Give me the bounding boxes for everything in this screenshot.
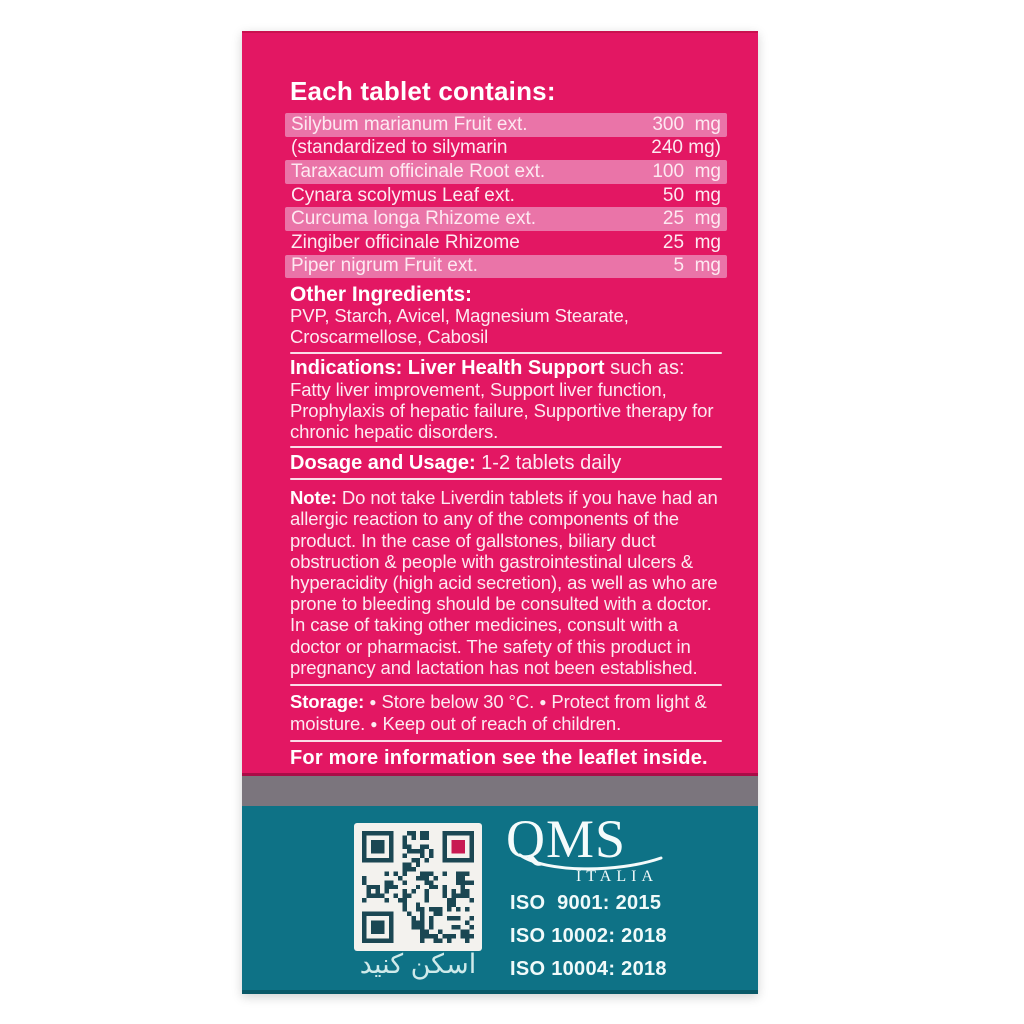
ingredient-row [285,184,727,208]
divider [290,740,722,742]
ingredient-amount: 5 mg [673,255,721,277]
storage-item: Store below 30 °C. [381,690,535,712]
note-body: Do not take Liverdin tablets if you have had an allergic reaction to any of the components of the product. In the case of gallstones, biliary duct obstruction & people with gastrointestinal ulcers & hyperacidity (high acid secretion), as well as who are prone to bleeding should be consulted with a doctor. In case of taking other medicines, consult with a doctor or pharmacist. The safety of this product in pregnancy and lactation has not been established. [290,487,718,678]
ingredient-row [285,113,727,137]
ingredient-row [285,137,727,161]
info-panel [242,31,758,776]
ingredient-name: (standardized to silymarin [291,137,508,159]
note-label: Note: [290,487,337,509]
storage-paragraph [290,691,722,735]
panel-title: Each tablet contains: [290,76,556,106]
ingredient-row [285,255,727,279]
bullet-icon: ● [370,716,378,731]
iso-line: ISO 9001: 2015 [510,892,662,914]
ingredient-amount: 25 mg [662,208,721,230]
bullet-icon: ● [539,694,547,709]
dosage-label: Dosage and Usage: [290,452,476,475]
ingredient-row [285,231,727,255]
divider [290,478,722,480]
ingredient-amount: 100 mg [652,160,721,182]
storage-label: Storage: [290,690,365,712]
indications-heading [290,358,722,379]
iso-line: ISO 10004: 2018 [510,958,667,980]
indications-body: Fatty liver improvement, Support liver function, Prophylaxis of hepatic failure, Supportive therapy for chronic hepatic disorders. [290,379,714,443]
iso-line: ISO 10002: 2018 [510,925,667,947]
ingredient-name: Cynara scolymus Leaf ext. [291,184,515,206]
ingredient-name: Curcuma longa Rhizome ext. [291,208,536,230]
ingredient-table [285,113,727,278]
other-ingredients-body: PVP, Starch, Avicel, Magnesium Stearate, Croscarmellose, Cabosil [290,305,629,348]
dosage-value: 1-2 tablets daily [481,452,622,475]
note-paragraph [290,487,722,678]
leaflet-line: For more information see the leaflet inside. [290,746,708,769]
ingredient-name: Piper nigrum Fruit ext. [291,255,478,277]
other-ingredients-heading: Other Ingredients: [290,283,473,307]
qr-caption: اسكن كنيد [359,949,477,979]
qms-subtitle: ITALIA [575,868,658,885]
bullet-icon: ● [369,694,377,709]
certification-panel [242,806,758,994]
iso-certifications [510,892,667,991]
qms-wordmark: QMS [506,809,627,869]
ingredient-amount: 240 mg) [651,137,721,159]
ingredient-name: Silybum marianum Fruit ext. [291,113,528,135]
storage-item: Keep out of reach of children. [382,712,622,734]
divider-band [242,776,758,806]
indications-highlight: Liver Health Support [407,357,605,380]
divider [290,684,722,686]
divider [290,446,722,448]
qms-logo [506,809,666,886]
liverdin-box-back [242,31,758,994]
label-content [290,76,722,770]
divider [290,352,722,354]
qr-code [354,823,482,951]
indications-suffix: such as: [610,357,685,380]
storage-item: Protect from light & moisture. [290,690,707,734]
ingredient-row [285,160,727,184]
ingredient-row [285,207,727,231]
dosage-line [290,453,722,474]
indications-label: Indications: [290,357,403,380]
qr-code-pattern [362,831,474,943]
ingredient-name: Taraxacum officinale Root ext. [291,160,546,182]
ingredient-amount: 25 mg [662,231,721,253]
ingredient-amount: 300 mg [652,113,721,135]
ingredient-name: Zingiber officinale Rhizome [291,231,520,253]
ingredient-amount: 50 mg [662,184,721,206]
